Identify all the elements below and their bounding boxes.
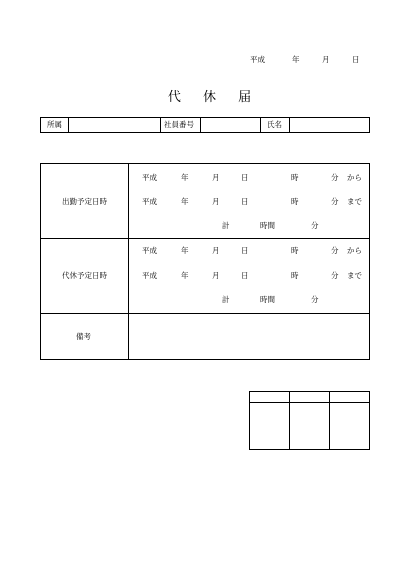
era: 平成 xyxy=(142,197,157,206)
from-suffix: から xyxy=(347,246,362,255)
total-label: 計 xyxy=(222,221,230,230)
substitute-holiday-label: 代休予定日時 xyxy=(62,271,107,280)
day: 日 xyxy=(241,173,249,182)
minute: 分 xyxy=(331,246,339,255)
total-minutes: 分 xyxy=(311,221,319,230)
approval-stamp-1[interactable] xyxy=(250,403,289,449)
approval-stamp-2[interactable] xyxy=(290,403,329,449)
to-suffix: まで xyxy=(347,197,362,206)
from-suffix: から xyxy=(347,173,362,182)
name-label: 氏名 xyxy=(267,120,282,129)
month: 月 xyxy=(212,271,220,280)
employee-number-label: 社員番号 xyxy=(164,120,194,129)
approval-stamp-3[interactable] xyxy=(330,403,369,449)
month: 月 xyxy=(212,173,220,182)
month: 月 xyxy=(212,246,220,255)
affiliation-label: 所属 xyxy=(47,120,62,129)
total-label: 計 xyxy=(222,295,230,304)
total-minutes: 分 xyxy=(311,295,319,304)
hour: 時 xyxy=(291,246,299,255)
year: 年 xyxy=(181,246,189,255)
era: 平成 xyxy=(142,271,157,280)
day: 日 xyxy=(241,271,249,280)
era: 平成 xyxy=(142,246,157,255)
date-day: 日 xyxy=(352,55,360,64)
month: 月 xyxy=(212,197,220,206)
total-hours: 時間 xyxy=(260,295,275,304)
minute: 分 xyxy=(331,271,339,280)
minute: 分 xyxy=(331,197,339,206)
minute: 分 xyxy=(331,173,339,182)
hour: 時 xyxy=(291,271,299,280)
hour: 時 xyxy=(291,197,299,206)
hour: 時 xyxy=(291,173,299,182)
year: 年 xyxy=(181,173,189,182)
day: 日 xyxy=(241,246,249,255)
era: 平成 xyxy=(142,173,157,182)
work-schedule-label: 出勤予定日時 xyxy=(62,197,107,206)
page-title: 代 休 届 xyxy=(167,90,261,105)
day: 日 xyxy=(241,197,249,206)
date-era: 平成 xyxy=(250,55,265,64)
date-month: 月 xyxy=(322,55,330,64)
remarks-label: 備考 xyxy=(76,332,91,341)
main-table xyxy=(40,163,370,360)
date-year: 年 xyxy=(292,55,300,64)
total-hours: 時間 xyxy=(260,221,275,230)
year: 年 xyxy=(181,197,189,206)
to-suffix: まで xyxy=(347,271,362,280)
year: 年 xyxy=(181,271,189,280)
info-row xyxy=(40,117,370,133)
